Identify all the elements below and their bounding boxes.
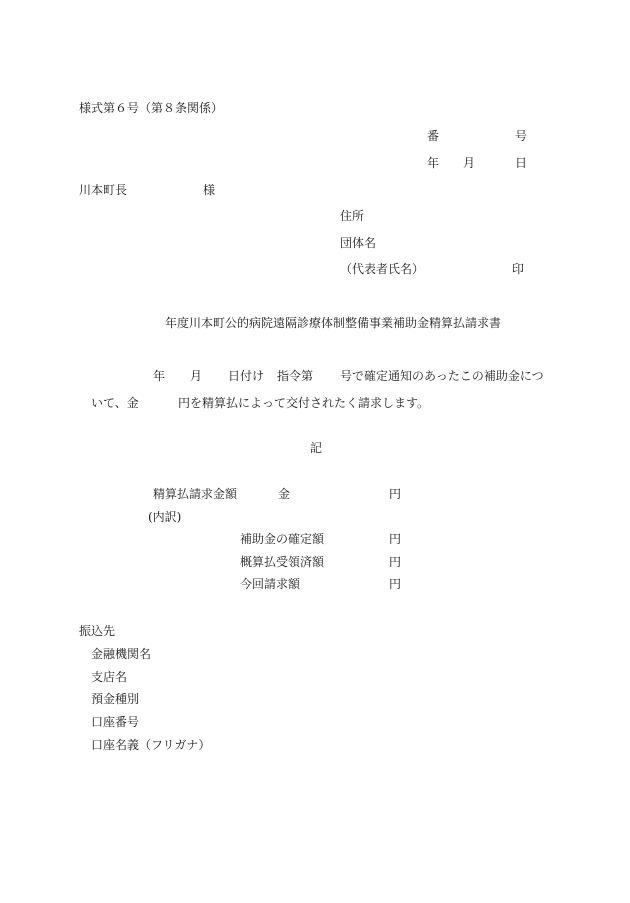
bank-field-label: 支店名 [91, 670, 128, 684]
breakdown-label: (内訳) [148, 510, 182, 524]
number-label-go: 号 [515, 129, 528, 143]
breakdown-item-yen: 円 [389, 577, 402, 591]
body-dated: 日付け [228, 369, 265, 383]
bank-field-label: 口座番号 [91, 715, 140, 729]
number-label-ban: 番 [427, 129, 440, 143]
date-day-label: 日 [515, 156, 528, 170]
ki-heading: 記 [310, 441, 323, 455]
bank-field-label: 金融機関名 [91, 647, 152, 661]
breakdown-item-yen: 円 [389, 532, 402, 546]
body-line2-start: いて、金 [91, 396, 139, 410]
body-year: 年 [153, 369, 166, 383]
bank-field-label: 口座名義（フリガナ） [91, 738, 211, 752]
body-line1-rest: 号で確定通知のあったこの補助金につ [340, 369, 544, 383]
form-number: 様式第６号（第８条関係） [79, 101, 224, 115]
addressee-name: 川本町長 [79, 183, 128, 197]
claim-amount-label: 精算払請求金額 [153, 487, 238, 501]
bank-field-label: 預金種別 [91, 692, 140, 706]
breakdown-item-label: 補助金の確定額 [240, 532, 325, 546]
body-directive: 指令第 [277, 369, 314, 383]
body-line2-rest: 円を精算払によって交付されたく請求します。 [178, 396, 430, 410]
date-month-label: 月 [463, 156, 476, 170]
claim-kin-label: 金 [278, 487, 291, 501]
applicant-org-label: 団体名 [340, 236, 377, 250]
breakdown-item-label: 概算払受領済額 [240, 555, 325, 569]
applicant-address-label: 住所 [340, 209, 365, 223]
applicant-representative-label: （代表者氏名） [340, 262, 425, 276]
seal-label: 印 [512, 262, 525, 276]
addressee-honorific: 様 [203, 183, 216, 197]
breakdown-item-yen: 円 [389, 555, 402, 569]
date-year-label: 年 [427, 156, 440, 170]
document-title: 年度川本町公的病院遠隔診療体制整備事業補助金精算払請求書 [165, 316, 502, 330]
claim-yen-label: 円 [389, 487, 402, 501]
bank-heading: 振込先 [79, 624, 116, 638]
breakdown-item-label: 今回請求額 [240, 577, 301, 591]
body-month: 月 [190, 369, 203, 383]
